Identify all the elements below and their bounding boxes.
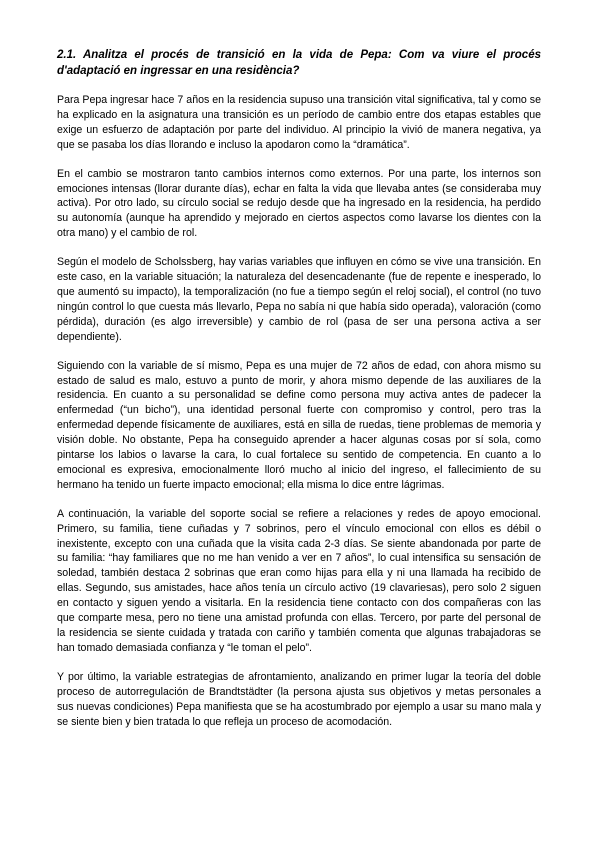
paragraph-social-support: A continuación, la variable del soporte social se refiere a relaciones y redes de apoyo emocional. Primero, su familia, tiene cuñadas y 7 sobrinos, pero el vínculo emocional con ellos es débil o inexistente, excepto con una cuñada que la visita cada 2-3 días. Se siente abandonada por parte de su familia: “hay familiares que no me han venido a ver en 7 años”, lo cual intensifica su sensación de soledad, también destaca 2 sobrinas que eran como hijas para ella y ni una llamada ha recibido de ellas. Segundo, sus amistades, hace años tenía un círculo activo (19 clavariesas), pero solo 2 siguen en contacto y siguen yendo a visitarla. En la residencia tiene contacto con dos compañeras con las que comparte mesa, pero no tiene una amistad profunda con ellas. Tercero, por parte del personal de la residencia se siente cuidada y tratada con cariño y también comenta que algunas trabajadoras se han tomado demasiada confianza y “le toman el pelo”. <box>57 507 541 654</box>
paragraph-internal-external-changes: En el cambio se mostraron tanto cambios internos como externos. Por una parte, los internos son emociones intensas (llorar durante días), echar en falta la vida que llevaba antes (se consideraba muy activa). Por otro lado, su círculo social se redujo desde que ha ingresado en la residencia, ha perdido su autonomía (aunque ha aprendido y mejorado en ciertos aspectos como lavarse los dientes con la otra mano) y el cambio de rol. <box>57 167 541 240</box>
paragraph-coping-strategies: Y por último, la variable estrategias de afrontamiento, analizando en primer lugar la teoría del doble proceso de autorregulación de Brandtstädter (la persona ajusta sus objetivos y metas personales a sus nuevas condiciones) Pepa manifiesta que se ha acostumbrado por ejemplo a usar su mano mala y se siente bien y bien tratada lo que refleja un proceso de acomodación. <box>57 670 541 728</box>
paragraph-self-variable: Siguiendo con la variable de sí mismo, Pepa es una mujer de 72 años de edad, con ahora mismo su estado de salud es malo, estuvo a punto de morir, y ahora mismo depende de las auxiliares de la residencia. En cuanto a su personalidad se define como persona muy activa antes de padecer la enfermedad (“un bicho”), una identidad personal fuerte con compromiso y control, pero tras la enfermedad depende físicamente de auxiliares, está en silla de ruedas, tiene problemas de memoria y visión doble. No obstante, Pepa ha conseguido aprender a hacer algunas cosas por sí sola, como pintarse los labios o lavarse la cara, lo cual fortalece su sentido de competencia. En cuanto a lo emocional es expresiva, emocionalmente lloró mucho al inicio del ingreso, el fallecimiento de su hermano ha tenido un fuerte impacto emocional; ella misma lo dice entre lágrimas. <box>57 359 541 491</box>
paragraph-schlossberg-situation: Según el modelo de Scholssberg, hay varias variables que influyen en cómo se vive una transición. En este caso, en la variable situación; la naturaleza del desencadenante (fue de repente e inesperado, lo que aumentó su impacto), la temporalización (no fue a tiempo según el reloj social), el control (no tuvo ningún control lo que cuesta más llevarlo, Pepa no sabía ni que había sido operada), valoración (como pérdida), duración (es algo irreversible) y cambio de rol (pasa de ser una persona activa a ser dependiente). <box>57 256 541 343</box>
paragraph-transition-intro: Para Pepa ingresar hace 7 años en la residencia supuso una transición vital significativa, tal y como se ha explicado en la asignatura una transición es un período de cambio entre dos etapas estables que exige un esfuerzo de adaptación por parte del individuo. Al principio la vivió de manera negativa, ya que se pasaba los días llorando e incluso la apodaron como la “dramática”. <box>57 94 541 151</box>
section-heading: 2.1. Analitza el procés de transició en la vida de Pepa: Com va viure el procés d'adaptació en ingressar en una residència? <box>57 49 541 77</box>
document-page <box>57 48 541 743</box>
